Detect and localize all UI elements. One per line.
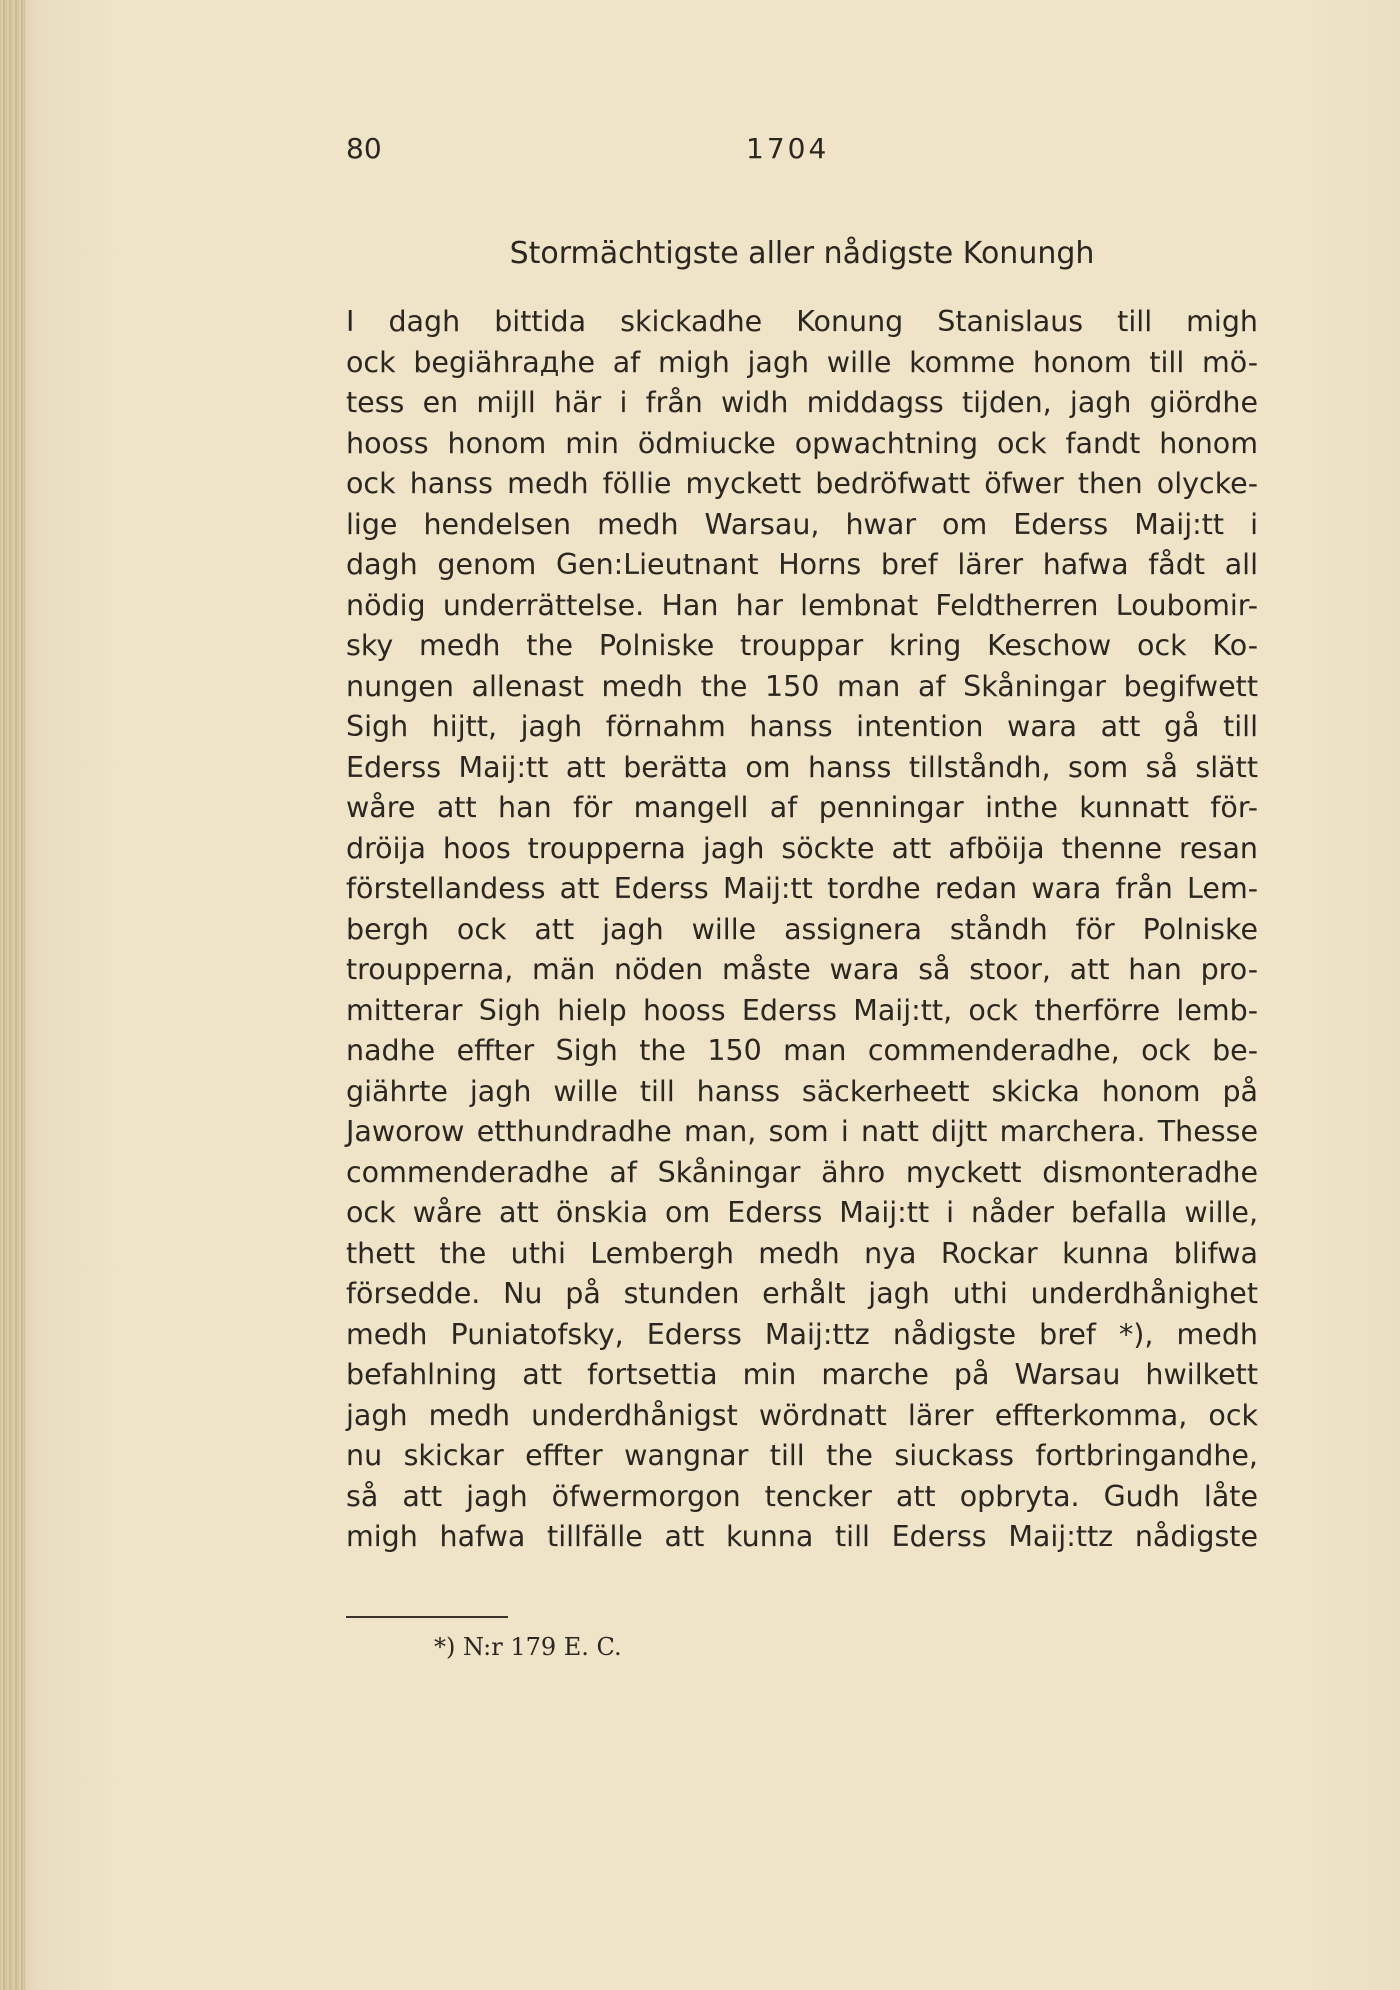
body-line: Ederss Maij:tt att berätta om hanss tillståndh, som så slätt: [346, 750, 1258, 784]
body-line: försedde. Nu på stunden erhålt jagh uthi underdhånighet: [346, 1277, 1258, 1310]
body-line: commenderadhe af Skåningar ähro myckett dismonteradhe: [346, 1155, 1258, 1189]
body-line: sky medh the Polniske trouppar kring Keschow ock Ko-: [346, 629, 1258, 662]
page-year: 1704: [746, 132, 830, 165]
body-line: giährte jagh wille till hanss säckerheett skicka honom på: [346, 1074, 1258, 1108]
body-line: nadhe effter Sigh the 150 man commenderadhe, ock be-: [346, 1034, 1258, 1067]
body-line: hooss honom min ödmiucke opwachtning ock fandt honom: [346, 426, 1258, 460]
body-line: nödig underrättelse. Han har lembnat Feldtherren Loubomir-: [346, 588, 1258, 622]
body-line: förstellandess att Ederss Maij:tt tordhe redan wara från Lem-: [346, 872, 1258, 905]
body-line: nungen allenast medh the 150 man af Skåningar begifwett: [346, 669, 1258, 703]
page-header: [346, 132, 830, 172]
body-line: befahlning att fortsettia min marche på Warsau hwilkett: [346, 1358, 1258, 1391]
body-line: nu skickar effter wangnar till the siuckass fortbringandhe,: [346, 1439, 1258, 1472]
body-line: lige hendelsen medh Warsau, hwar om Ederss Maij:tt i: [346, 507, 1258, 541]
body-line: bergh ock att jagh wille assignera ståndh för Polniske: [346, 912, 1258, 946]
body-line: mitterar Sigh hielp hooss Ederss Maij:tt, ock therförre lemb-: [346, 993, 1258, 1027]
body-line: jagh medh underdhånigst wördnatt lärer effterkomma, ock: [346, 1398, 1258, 1432]
letter-salutation: Stormächtigste aller nådigste Konungh: [509, 236, 1095, 271]
body-line: så att jagh öfwermorgon tencker att opbryta. Gudh låte: [346, 1479, 1258, 1513]
body-line: migh hafwa tillfälle att kunna till Ederss Maij:ttz nådigste: [346, 1520, 1258, 1553]
footnote: *) N:r 179 E. C.: [434, 1633, 622, 1661]
body-line: dagh genom Gen:Lieutnant Horns bref lärer hafwa fådt all: [346, 548, 1258, 581]
body-line: wåre att han för mangell af penningar inthe kunnatt för-: [346, 791, 1258, 824]
letter-body: [346, 302, 1258, 1558]
body-line: ock hanss medh föllie myckett bedröfwatt öfwer then olycke-: [346, 467, 1258, 500]
body-line: ock wåre att önskia om Ederss Maij:tt i nåder befalla wille,: [346, 1196, 1258, 1229]
page-gutter: [0, 0, 26, 1990]
body-line: I dagh bittida skickadhe Konung Stanislaus till migh: [346, 305, 1258, 338]
body-line: Jaworow etthundradhe man, som i natt dijtt marchera. Thesse: [346, 1115, 1258, 1148]
body-line: thett the uthi Lembergh medh nya Rockar kunna blifwa: [346, 1236, 1258, 1270]
body-line: troupperna, män nöden måste wara så stoor, att han pro-: [346, 953, 1258, 986]
body-line: dröija hoos troupperna jagh söckte att afböija thenne resan: [346, 831, 1258, 865]
body-line: ock begiährадhe af migh jagh wille komme honom till mö-: [346, 345, 1258, 379]
body-line: Sigh hijtt, jagh förnahm hanss intention wara att gå till: [346, 710, 1258, 743]
body-line: medh Puniatofsky, Ederss Maij:ttz nådigste bref *), medh: [346, 1317, 1258, 1351]
footnote-rule: [346, 1616, 508, 1618]
body-line: tess en mijll här i från widh middagss tijden, jagh giördhe: [346, 386, 1258, 419]
page-number: 80: [346, 132, 382, 165]
